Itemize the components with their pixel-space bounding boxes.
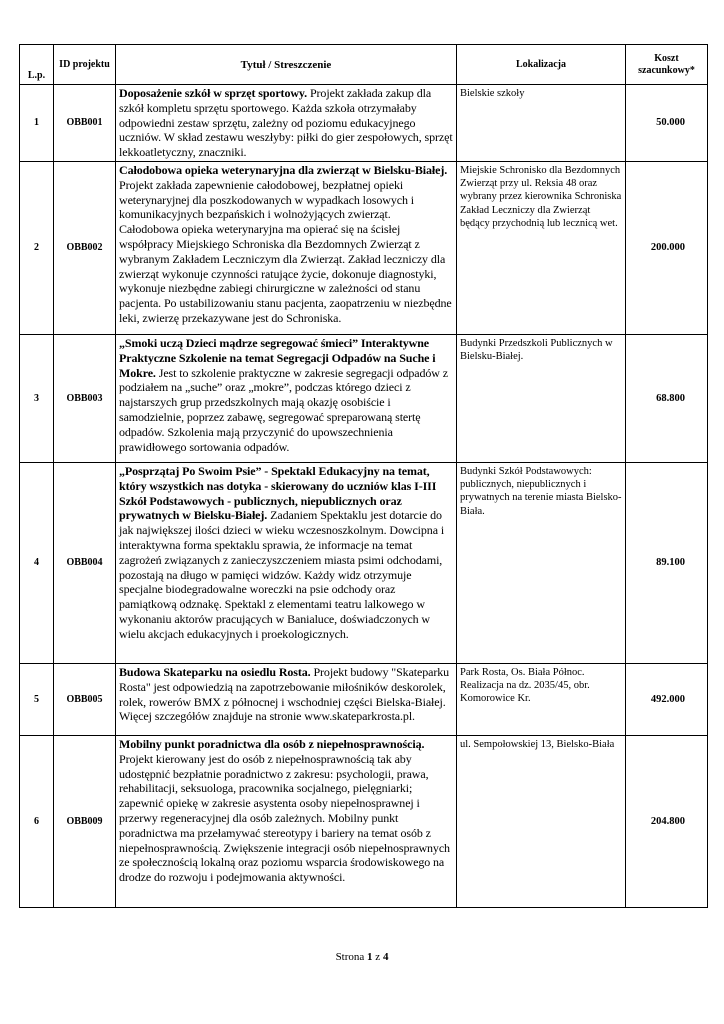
row-description [116,663,457,735]
table-row [20,85,708,162]
footer-prefix: Strona [335,951,368,963]
footer-total-pages: 4 [382,951,389,963]
row-cost: 492.000 [626,663,708,735]
row-cost: 68.800 [626,334,708,462]
row-location: Miejskie Schronisko dla Bezdomnych Zwierząt przy ul. Reksia 48 oraz wybrany przez kierownika Schroniska Zakład Leczniczy dla Zwierząt będący przychodnią lub lecznicą wet. [457,161,626,334]
projects-table [19,44,708,908]
row-title: Doposażenie szkół w sprzęt sportowy. [119,86,308,100]
row-title: Całodobowa opieka weterynaryjna dla zwierząt w Bielsku-Białej. [119,162,448,177]
row-title: Mobilny punkt poradnictwa dla osób z niepełnosprawnością. [119,736,425,751]
row-id: OBB009 [54,735,116,907]
row-description [116,85,457,162]
header-lp: L.p. [20,45,54,85]
row-summary: Jest to szkolenie praktyczne w zakresie segregacji odpadów z podziałem na „suche” oraz „mokre”, podczas którego dzieci z najstarszych grup przedszkolnych mają okazję osobiście i samodzielnie, poprzez zabawę, segregować spreparowaną stertę odpadów. Szkolenia mają przyczynić do upowszechnienia prawidłowego sortowania odpadów. [119,365,448,454]
row-location: Budynki Szkół Podstawowych: publicznych, niepublicznych i prywatnych na terenie miasta Bielsko-Biała. [457,462,626,663]
table-row [20,161,708,334]
row-id: OBB002 [54,161,116,334]
row-summary: Projekt zakłada zapewnienie całodobowej, bezpłatnej opieki weterynaryjnej dla poszkodowanych w wypadkach losowych i komunikacyjnych bezpańskich i wolnożyjących zwierząt. Całodobowa opieka weterynaryjna ma opierać się na ścisłej współpracy Miejskiego Schroniska dla Bezdomnych Zwierząt z wybranym Zakładem Leczniczym dla Zwierząt. Zakład leczniczy dla zwierząt wykonuje czynności ratujące życie, dokonuje diagnostyki, wykonuje niezbędne zabiegi chirurgiczne w zależności od stanu pacjenta. Po ustabilizowaniu stanu pacjenta, zaopatrzeniu w niezbędne leki, zwierzę przekazywane jest do Schroniska. [119,177,452,325]
row-id: OBB004 [54,462,116,663]
row-summary: Projekt budowy "Skateparku Rosta" jest odpowiedzią na zapotrzebowanie miłośników deskorolek, rolek, rowerów BMX z północnej i wschodniej części Bielska-Białej. Więcej szczegółów znajduje na stronie www.skateparkrosta.pl. [119,664,450,724]
table-row [20,663,708,735]
row-lp: 2 [20,161,54,334]
header-title: Tytuł / Streszczenie [116,45,457,85]
row-description [116,462,457,663]
footer-page-number: 1 [367,951,373,963]
table-row [20,334,708,462]
row-cost: 200.000 [626,161,708,334]
row-id: OBB003 [54,334,116,462]
row-description [116,161,457,334]
row-description [116,334,457,462]
row-id: OBB001 [54,85,116,162]
row-cost: 50.000 [626,85,708,162]
header-cost: Koszt szacunkowy* [626,45,708,85]
row-title: „Posprzątaj Po Swoim Psie” - Spektakl Edukacyjny na temat, który wszystkich nas dotyka - skierowany do uczniów klas I-III Szkół Podstawowych - publicznych, niepublicznych oraz prywatnych w Bielsku-Białej. [119,463,437,523]
row-lp: 5 [20,663,54,735]
row-id: OBB005 [54,663,116,735]
row-summary: Projekt zakłada zakup dla szkół kompletu sprzętu sportowego. Każda szkoła otrzymałaby odpowiedni zestaw sprzętu, zależny od poziomu edukacyjnego uczniów. W skład zestawu weszłyby: piłki do gier zespołowych, sprzęt lekkoatletyczny, znaczniki. [119,86,453,160]
row-lp: 1 [20,85,54,162]
table-row [20,462,708,663]
row-lp: 6 [20,735,54,907]
row-location: ul. Sempołowskiej 13, Bielsko-Biała [457,735,626,907]
row-cost: 89.100 [626,462,708,663]
footer-middle: z [372,951,383,963]
row-location: Budynki Przedszkoli Publicznych w Bielsku-Białej. [457,334,626,462]
row-location: Bielskie szkoły [457,85,626,162]
page-footer [0,951,724,963]
row-lp: 3 [20,334,54,462]
row-summary: Projekt kierowany jest do osób z niepełnosprawnością tak aby udostępnić bezpłatnie poradnictwo z zakresu: psychologii, prawa, rehabilitacji, seksuologa, pracownika socjalnego, pielęgniarki; zapewnić opiekę w zakresie asystenta osoby niepełnosprawnej i przerwy regeneracyjnej dla osób zależnych. Mobilny punkt poradnictwa ma przełamywać stereotypy i bariery na temat osób z niepełnosprawnością. Zwiększenie integracji osób niepełnosprawnych ze społecznością lokalną oraz poziomu wsparcia środowiskowego na drodze do rozwoju i podejmowania aktywności. [119,751,450,885]
row-cost: 204.800 [626,735,708,907]
header-id: ID projektu [54,45,116,85]
row-location: Park Rosta, Os. Biała Północ. Realizacja na dz. 2035/45, obr. Komorowice Kr. [457,663,626,735]
header-location: Lokalizacja [457,45,626,85]
row-description [116,735,457,907]
row-summary: Zadaniem Spektaklu jest dotarcie do jak największej ilości dzieci w wieku wczesnoszkolnym. Dowcipna i interaktywna forma spektaklu sprawia, że informacje na temat zagrożeń związanych z zanieczyszczeniem miasta psimi odchodami, pozostają na długo w pamięci widzów. Każdy widz otrzymuje specjalne biodegradowalne woreczki na psie odchody oraz pamiątkową odznakę. Spektakl z elementami teatru lalkowego w wykonaniu aktorów pracujących w Banialuce, doświadczonych w wielu akcjach edukacyjnych i proekologicznych. [119,508,445,641]
table-header-row [20,45,708,85]
row-title: Budowa Skateparku na osiedlu Rosta. [119,664,311,679]
row-title: „Smoki uczą Dzieci mądrze segregować śmieci” Interaktywne Praktyczne Szkolenie na temat Segregacji Odpadów na Suche i Mokre. [119,335,436,380]
table-row [20,735,708,907]
row-lp: 4 [20,462,54,663]
